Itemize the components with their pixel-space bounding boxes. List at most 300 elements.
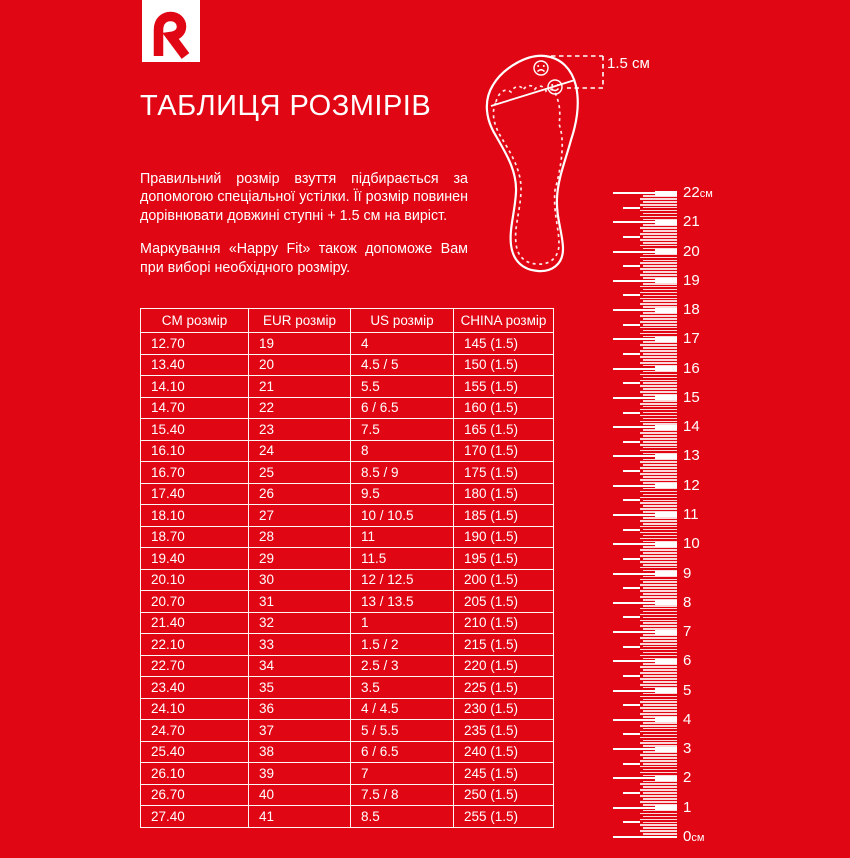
ruler-tick-half (623, 616, 640, 618)
brand-logo (142, 0, 200, 62)
size-table-cell: 250 (1.5) (454, 784, 554, 806)
size-table-row (141, 569, 554, 591)
ruler-label: 2 (683, 769, 692, 787)
ruler-tick-mm (640, 385, 677, 387)
size-table (140, 308, 554, 828)
ruler-tick-mm (643, 289, 677, 291)
size-table-cell: 4 / 4.5 (351, 698, 454, 720)
ruler-tick-mm (643, 552, 677, 554)
ruler-tick-half (623, 470, 640, 472)
ruler-tick-half (623, 412, 640, 414)
size-table-cell: 13 / 13.5 (351, 591, 454, 613)
size-table-row (141, 784, 554, 806)
ruler-tick-mm (640, 450, 677, 452)
ruler-tick-mm (640, 789, 677, 791)
size-table-cell: 23.40 (141, 677, 249, 699)
size-table-cell: 5 / 5.5 (351, 720, 454, 742)
size-table-cell: 38 (249, 741, 351, 763)
size-table-cell: 3.5 (351, 677, 454, 699)
size-table-cell: 16.70 (141, 462, 249, 484)
size-table-row (141, 591, 554, 613)
header-china: CHINA розмір (454, 309, 554, 333)
ruler-tick-mm (643, 359, 677, 361)
ruler-tick-thick (655, 630, 677, 635)
ruler-tick-mm (643, 658, 677, 660)
ruler-tick-mm (643, 201, 677, 203)
ruler-tick-mm (640, 315, 677, 317)
ruler-tick-mm (640, 737, 677, 739)
size-table-cell: 22 (249, 397, 351, 419)
ruler-tick-mm (643, 581, 677, 583)
size-table-cell: 25 (249, 462, 351, 484)
ruler-tick-thick (655, 542, 677, 547)
size-table-cell: 2.5 / 3 (351, 655, 454, 677)
ruler-tick-mm (640, 678, 677, 680)
size-table-cell: 18.70 (141, 526, 249, 548)
ruler-tick-mm (643, 523, 677, 525)
ruler-tick-thick (655, 425, 677, 430)
ruler-label: 17 (683, 330, 700, 348)
ruler-tick-mm (643, 804, 677, 806)
ruler-tick-mm (640, 643, 677, 645)
ruler-tick-mm (640, 760, 677, 762)
ruler-tick-mm (643, 570, 677, 572)
ruler-tick-mm (640, 526, 677, 528)
size-table-cell: 39 (249, 763, 351, 785)
ruler-tick-mm (640, 707, 677, 709)
ruler-tick-thick (655, 805, 677, 810)
ruler-tick-mm (640, 198, 677, 200)
ruler-label: 13 (683, 447, 700, 465)
size-table-cell: 6 / 6.5 (351, 397, 454, 419)
intro-text (140, 170, 468, 277)
ruler-tick-mm (640, 350, 677, 352)
size-table-cell: 24.10 (141, 698, 249, 720)
ruler-tick-mm (640, 321, 677, 323)
size-table-cell: 26 (249, 483, 351, 505)
ruler-tick-mm (640, 239, 677, 241)
size-table-cell: 175 (1.5) (454, 462, 554, 484)
ruler-label: 9 (683, 564, 692, 582)
size-table-cell: 205 (1.5) (454, 591, 554, 613)
ruler-label: 5 (683, 681, 692, 699)
size-table-cell: 26.70 (141, 784, 249, 806)
size-table-cell: 21.40 (141, 612, 249, 634)
ruler-tick-major (613, 836, 677, 838)
size-table-cell: 215 (1.5) (454, 634, 554, 656)
ruler-tick-thick (655, 191, 677, 196)
ruler-tick-half (623, 675, 640, 677)
ruler-tick-mm (640, 432, 677, 434)
ruler-tick-mm (640, 666, 677, 668)
size-table-cell: 9.5 (351, 483, 454, 505)
size-table-cell: 26.10 (141, 763, 249, 785)
ruler-tick-mm (643, 792, 677, 794)
ruler-tick-mm (643, 260, 677, 262)
ruler-tick-mm (643, 511, 677, 513)
size-table-cell: 32 (249, 612, 351, 634)
size-table-cell: 165 (1.5) (454, 419, 554, 441)
ruler-tick-mm (643, 816, 677, 818)
ruler-tick-mm (643, 599, 677, 601)
ruler-tick-mm (643, 365, 677, 367)
ruler-tick-mm (643, 382, 677, 384)
size-table-cell: 40 (249, 784, 351, 806)
ruler-tick-mm (640, 742, 677, 744)
size-table-row (141, 526, 554, 548)
size-table-cell: 7.5 / 8 (351, 784, 454, 806)
ruler-tick-mm (640, 684, 677, 686)
size-table-cell: 185 (1.5) (454, 505, 554, 527)
ruler-tick-thick (655, 454, 677, 459)
ruler-tick-thick (655, 395, 677, 400)
ruler-tick-mm (640, 268, 677, 270)
ruler-tick-mm (640, 467, 677, 469)
size-table-cell: 10 / 10.5 (351, 505, 454, 527)
ruler-tick-mm (643, 675, 677, 677)
size-table-row (141, 634, 554, 656)
size-table-cell: 31 (249, 591, 351, 613)
ruler-tick-mm (640, 713, 677, 715)
ruler-tick-thick (655, 688, 677, 693)
ruler-tick-mm (643, 277, 677, 279)
size-table-cell: 22.70 (141, 655, 249, 677)
size-table-cell: 11 (351, 526, 454, 548)
ruler-tick-mm (640, 380, 677, 382)
ruler-label: 3 (683, 740, 692, 758)
ruler-tick-mm (640, 614, 677, 616)
ruler-tick-mm (643, 394, 677, 396)
ruler-tick-mm (643, 541, 677, 543)
ruler-tick-half (623, 236, 640, 238)
size-table-cell: 230 (1.5) (454, 698, 554, 720)
size-table-row (141, 462, 554, 484)
brand-r-icon (142, 0, 200, 62)
ruler-tick-thick (655, 717, 677, 722)
ruler-tick-mm (640, 257, 677, 259)
ruler-tick-mm (640, 766, 677, 768)
size-table-cell: 24 (249, 440, 351, 462)
ruler-tick-mm (643, 271, 677, 273)
ruler-tick-mm (640, 532, 677, 534)
size-table-row (141, 677, 554, 699)
ruler-tick-mm (643, 295, 677, 297)
size-table-cell: 19.40 (141, 548, 249, 570)
ruler-tick-mm (643, 377, 677, 379)
size-table-cell: 11.5 (351, 548, 454, 570)
size-table-cell: 240 (1.5) (454, 741, 554, 763)
ruler-tick-half (623, 294, 640, 296)
size-table-cell: 35 (249, 677, 351, 699)
ruler-tick-mm (643, 529, 677, 531)
ruler-tick-mm (640, 444, 677, 446)
size-table-row (141, 741, 554, 763)
ruler-tick-mm (640, 608, 677, 610)
size-table-cell: 4.5 / 5 (351, 354, 454, 376)
ruler-tick-mm (643, 710, 677, 712)
size-table-cell: 33 (249, 634, 351, 656)
ruler-tick-mm (643, 324, 677, 326)
ruler-tick-mm (640, 731, 677, 733)
ruler-tick-mm (643, 564, 677, 566)
ruler-tick-mm (640, 245, 677, 247)
ruler-tick-mm (643, 558, 677, 560)
ruler-tick-mm (643, 734, 677, 736)
ruler-tick-mm (643, 505, 677, 507)
ruler-tick-mm (640, 567, 677, 569)
ruler-tick-mm (640, 473, 677, 475)
size-table-cell: 255 (1.5) (454, 806, 554, 828)
ruler-label: 0см (683, 827, 705, 845)
ruler-tick-mm (640, 795, 677, 797)
ruler-tick-mm (643, 798, 677, 800)
size-table-cell: 1.5 / 2 (351, 634, 454, 656)
size-table-cell: 200 (1.5) (454, 569, 554, 591)
ruler-tick-mm (643, 775, 677, 777)
ruler-tick-half (623, 733, 640, 735)
ruler-tick-mm (640, 701, 677, 703)
size-table-cell: 19 (249, 333, 351, 355)
size-table-cell: 23 (249, 419, 351, 441)
ruler-tick-thick (655, 220, 677, 225)
growth-allowance-label: 1.5 см (607, 55, 650, 72)
ruler-tick-thick (655, 776, 677, 781)
ruler-tick-mm (643, 453, 677, 455)
size-table-cell: 13.40 (141, 354, 249, 376)
ruler-tick-mm (640, 461, 677, 463)
ruler-tick-mm (643, 423, 677, 425)
size-table-cell: 25.40 (141, 741, 249, 763)
size-table-cell: 8.5 (351, 806, 454, 828)
size-table-row (141, 655, 554, 677)
size-table-cell: 220 (1.5) (454, 655, 554, 677)
ruler-tick-mm (643, 213, 677, 215)
ruler-tick-mm (643, 617, 677, 619)
insole-outline (487, 56, 578, 271)
size-table-cell: 36 (249, 698, 351, 720)
size-table-cell: 21 (249, 376, 351, 398)
size-table-row (141, 698, 554, 720)
size-table-cell: 20 (249, 354, 351, 376)
ruler-tick-mm (643, 622, 677, 624)
ruler-tick-mm (640, 491, 677, 493)
ruler-tick-mm (640, 356, 677, 358)
ruler-tick-thick (655, 483, 677, 488)
ruler-tick-mm (643, 728, 677, 730)
ruler-tick-mm (640, 262, 677, 264)
ruler-tick-thick (655, 366, 677, 371)
size-table-cell: 245 (1.5) (454, 763, 554, 785)
ruler-tick-mm (640, 327, 677, 329)
ruler-tick-half (623, 353, 640, 355)
ruler-tick-mm (643, 330, 677, 332)
size-table-row (141, 419, 554, 441)
ruler-tick-mm (643, 646, 677, 648)
foot-dashed-outline (493, 86, 562, 264)
size-table-cell: 5.5 (351, 376, 454, 398)
ruler-label: 12 (683, 476, 700, 494)
ruler-tick-mm (643, 412, 677, 414)
size-table-row (141, 376, 554, 398)
ruler-tick-mm (643, 704, 677, 706)
ruler-tick-mm (640, 754, 677, 756)
ruler-tick-mm (640, 292, 677, 294)
ruler-tick-mm (643, 464, 677, 466)
size-table-cell: 1 (351, 612, 454, 634)
ruler-tick-mm (643, 687, 677, 689)
ruler-tick-mm (643, 587, 677, 589)
ruler-tick-thick (655, 747, 677, 752)
ruler-tick-mm (643, 745, 677, 747)
ruler-tick-mm (640, 819, 677, 821)
ruler-tick-mm (640, 801, 677, 803)
ruler-tick-mm (640, 403, 677, 405)
ruler-tick-mm (643, 833, 677, 835)
ruler-label: 14 (683, 418, 700, 436)
toe-chord-line (491, 80, 575, 106)
ruler-tick-mm (640, 538, 677, 540)
ruler-tick-mm (643, 406, 677, 408)
ruler-tick-mm (640, 204, 677, 206)
ruler-tick-thick (655, 278, 677, 283)
size-table-row (141, 806, 554, 828)
ruler-tick-mm (643, 230, 677, 232)
ruler-tick-mm (640, 344, 677, 346)
ruler-label: 10 (683, 535, 700, 553)
ruler-tick-mm (640, 672, 677, 674)
size-table-row (141, 763, 554, 785)
ruler-tick-mm (640, 333, 677, 335)
ruler-tick-mm (643, 336, 677, 338)
ruler-tick-thick (655, 308, 677, 313)
size-table-row (141, 483, 554, 505)
ruler-tick-thick (655, 600, 677, 605)
size-table-cell: 18.10 (141, 505, 249, 527)
ruler-tick-mm (643, 699, 677, 701)
ruler-tick-mm (640, 649, 677, 651)
ruler-tick-mm (640, 696, 677, 698)
ruler-label: 6 (683, 652, 692, 670)
ruler-tick-half (623, 792, 640, 794)
ruler-tick-mm (643, 535, 677, 537)
ruler-label: 1 (683, 798, 692, 816)
ruler-label: 11 (683, 505, 699, 523)
ruler-tick-mm (643, 219, 677, 221)
ruler-tick-mm (640, 772, 677, 774)
size-table-row (141, 505, 554, 527)
ruler-tick-mm (643, 435, 677, 437)
ruler-tick-half (623, 587, 640, 589)
size-table-cell: 7.5 (351, 419, 454, 441)
ruler-tick-mm (640, 520, 677, 522)
size-table-cell: 8.5 / 9 (351, 462, 454, 484)
size-table-row (141, 354, 554, 376)
header-eur: EUR розмір (249, 309, 351, 333)
ruler-tick-mm (640, 479, 677, 481)
ruler-label: 19 (683, 271, 700, 289)
ruler-tick-mm (643, 822, 677, 824)
ruler-tick-mm (640, 391, 677, 393)
ruler-label: 15 (683, 388, 700, 406)
ruler-tick-mm (640, 655, 677, 657)
ruler-label: 16 (683, 359, 700, 377)
ruler-tick-mm (643, 388, 677, 390)
page-title: ТАБЛИЦЯ РОЗМІРІВ (140, 90, 432, 122)
size-table-cell: 24.70 (141, 720, 249, 742)
ruler-tick-mm (643, 353, 677, 355)
size-table-cell: 8 (351, 440, 454, 462)
ruler-tick-mm (643, 494, 677, 496)
ruler-tick-mm (640, 374, 677, 376)
ruler-tick-mm (643, 652, 677, 654)
ruler-tick-mm (643, 593, 677, 595)
ruler-tick-mm (643, 786, 677, 788)
size-table-row (141, 440, 554, 462)
ruler-tick-mm (643, 470, 677, 472)
ruler-tick-mm (643, 681, 677, 683)
size-table-cell: 225 (1.5) (454, 677, 554, 699)
ruler-label: 18 (683, 301, 700, 319)
ruler-tick-mm (640, 813, 677, 815)
ruler-tick-mm (643, 265, 677, 267)
intro-paragraph-2: Маркування «Happy Fit» також допоможе Вам при виборі необхідного розміру. (140, 241, 468, 276)
ruler (613, 186, 728, 858)
ruler-tick-mm (640, 274, 677, 276)
ruler-tick-half (623, 763, 640, 765)
size-table-cell: 6 / 6.5 (351, 741, 454, 763)
ruler-tick-mm (640, 508, 677, 510)
ruler-tick-mm (640, 824, 677, 826)
ruler-tick-mm (640, 438, 677, 440)
ruler-tick-mm (643, 248, 677, 250)
ruler-tick-mm (640, 590, 677, 592)
ruler-tick-mm (640, 620, 677, 622)
size-table-row (141, 397, 554, 419)
size-table-cell: 12.70 (141, 333, 249, 355)
size-table-cell: 4 (351, 333, 454, 355)
ruler-tick-mm (643, 242, 677, 244)
ruler-tick-mm (640, 216, 677, 218)
size-table-cell: 14.10 (141, 376, 249, 398)
ruler-tick-half (623, 558, 640, 560)
ruler-tick-thick (655, 571, 677, 576)
ruler-tick-mm (640, 584, 677, 586)
sad-face-icon (534, 61, 548, 75)
ruler-tick-mm (643, 447, 677, 449)
ruler-tick-thick (655, 337, 677, 342)
ruler-tick-mm (643, 306, 677, 308)
size-table-cell: 190 (1.5) (454, 526, 554, 548)
size-table-cell: 30 (249, 569, 351, 591)
ruler-label: 7 (683, 623, 692, 641)
size-table-cell: 34 (249, 655, 351, 677)
ruler-tick-mm (643, 827, 677, 829)
ruler-tick-thick (655, 249, 677, 254)
ruler-tick-mm (640, 409, 677, 411)
ruler-tick-mm (643, 740, 677, 742)
size-table-cell: 235 (1.5) (454, 720, 554, 742)
size-table-cell: 170 (1.5) (454, 440, 554, 462)
ruler-tick-mm (643, 757, 677, 759)
size-table-cell: 20.70 (141, 591, 249, 613)
ruler-tick-mm (643, 716, 677, 718)
ruler-tick-mm (640, 783, 677, 785)
size-table-row (141, 548, 554, 570)
size-table-row (141, 720, 554, 742)
size-table-cell: 17.40 (141, 483, 249, 505)
ruler-tick-mm (640, 502, 677, 504)
ruler-tick-mm (643, 640, 677, 642)
